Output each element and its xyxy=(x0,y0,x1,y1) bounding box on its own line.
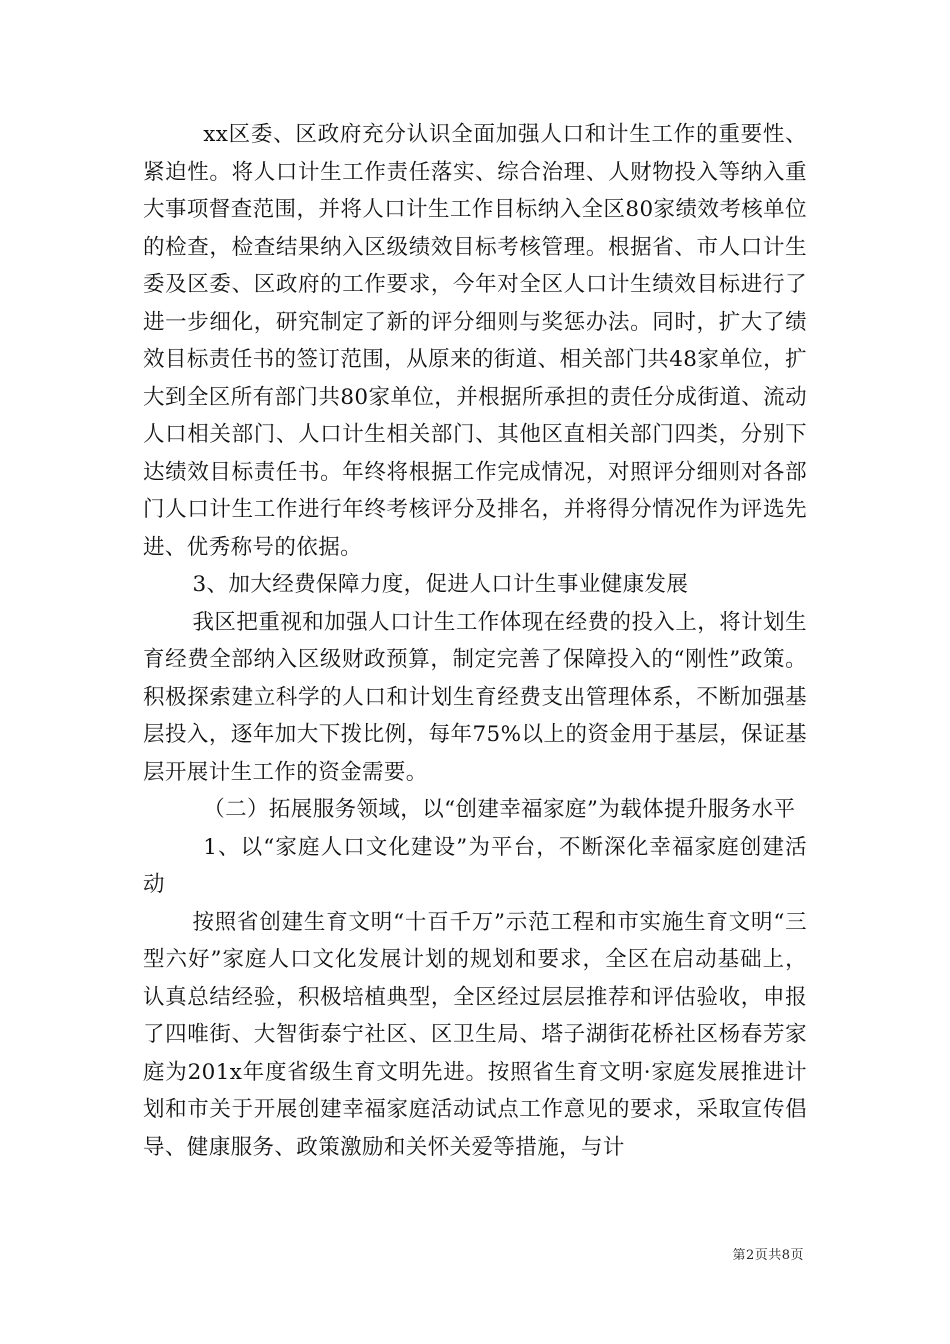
paragraph-funding: 我区把重视和加强人口计生工作体现在经费的投入上，将计划生育经费全部纳入区级财政预算，制定完善了保障投入的“刚性”政策。积极探索建立科学的人口和计划生育经费支出管理体系，不断加强基层投入，逐年加大下拨比例，每年75%以上的资金用于基层，保证基层开展计生工作的资金需要。 xyxy=(143,609,807,785)
section-heading-family-culture: 1、以“家庭人口文化建设”为平台，不断深化幸福家庭创建活动 xyxy=(143,834,807,897)
paragraph-family-culture: 按照省创建生育文明“十百千万”示范工程和市实施生育文明“三型六好”家庭人口文化发展计划的规划和要求，全区在启动基础上，认真总结经验，积极培植典型，全区经过层层推荐和评估验收，申报了四唯街、大智街泰宁社区、区卫生局、塔子湖街花桥社区杨春芳家庭为201x年度省级生育文明先进。按照省生育文明·家庭发展推进计划和市关于开展创建幸福家庭活动试点工作意见的要求，采取宣传倡导、健康服务、政策激励和关怀关爱等措施，与计 xyxy=(143,909,807,1160)
section-heading-funding: 3、加大经费保障力度，促进人口计生事业健康发展 xyxy=(192,572,689,597)
paragraph-accountability: xx区委、区政府充分认识全面加强人口和计生工作的重要性、紧迫性。将人口计生工作责任落实、综合治理、人财物投入等纳入重大事项督查范围，并将人口计生工作目标纳入全区80家绩效考核单位的检查，检查结果纳入区级绩效目标考核管理。根据省、市人口计生委及区委、区政府的工作要求，今年对全区人口计生绩效目标进行了进一步细化，研究制定了新的评分细则与奖惩办法。同时，扩大了绩效目标责任书的签订范围，从原来的街道、相关部门共48家单位，扩大到全区所有部门共80家单位，并根据所承担的责任分成街道、流动人口相关部门、人口计生相关部门、其他区直相关部门四类，分别下达绩效目标责任书。年终将根据工作完成情况，对照评分细则对各部门人口计生工作进行年终考核评分及排名，并将得分情况作为评选先进、优秀称号的依据。 xyxy=(143,122,807,560)
section-heading-services: （二）拓展服务领域，以“创建幸福家庭”为载体提升服务水平 xyxy=(203,797,796,822)
page-number-footer: 第2页共8页 xyxy=(732,1248,804,1263)
document-body xyxy=(143,116,807,1166)
